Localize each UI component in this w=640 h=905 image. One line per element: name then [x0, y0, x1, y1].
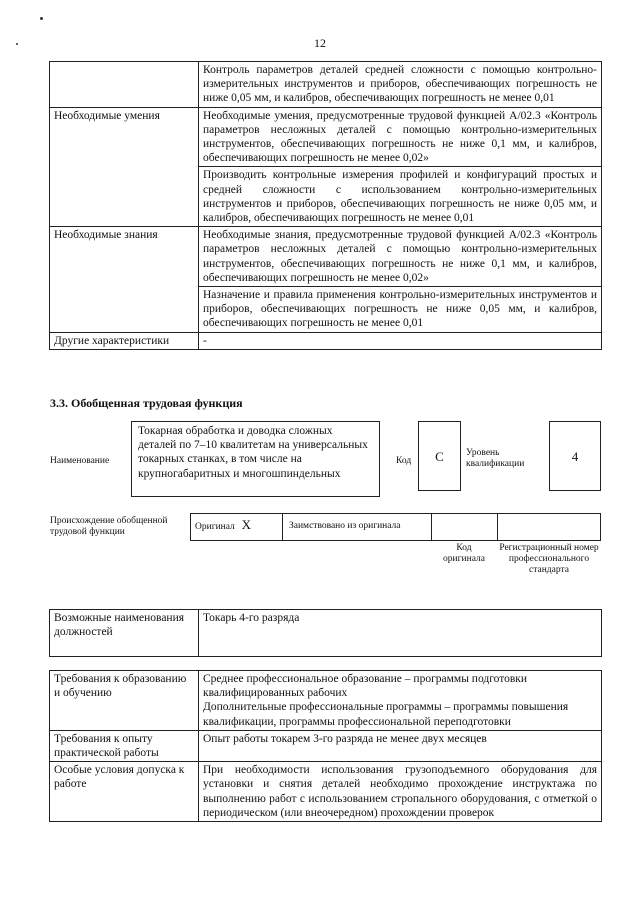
level-box: [549, 421, 601, 491]
code-divider: [497, 513, 498, 541]
origin-label: Происхождение обобщенной трудовой функции: [50, 516, 168, 537]
function-name-box: [131, 421, 380, 497]
page-number: 12: [314, 36, 326, 50]
table-row: [50, 227, 602, 287]
job-titles-table: [49, 609, 602, 657]
table-row: [50, 762, 602, 822]
level-value: 4: [571, 449, 579, 464]
other-value: -: [199, 332, 602, 349]
table-row: [50, 730, 602, 761]
skills-item-2: Производить контрольные измерения профилей и конфигураций простых и средней сложности с использованием контрольно-измерительных инструментов и приборов, обеспечивающих погрешность не ниже 0,05 мм, и калибров, обеспечивающих погрешность не менее 0,01: [199, 167, 602, 227]
experience-value: Опыт работы токарем 3-го разряда не менее двух месяцев: [199, 730, 602, 761]
section-heading: 3.3. Обобщенная трудовая функция: [50, 396, 243, 410]
original-cell: [190, 513, 283, 541]
original-mark: X: [241, 517, 251, 532]
experience-label: Требования к опыту практической работы: [50, 730, 199, 761]
knowledge-item-1: Необходимые знания, предусмотренные трудовой функцией А/02.3 «Контроль параметров несложных деталей с помощью контрольно-измерительных инструментов, обеспечивающих погрешность не ниже 0,1 мм, и калибров, обеспечивающих погрешность не менее 0,02»: [199, 227, 602, 287]
education-label: Требования к образованию и обучению: [50, 671, 199, 731]
knowledge-skills-table: [49, 61, 602, 350]
function-name: Токарная обработка и доводка сложных деталей по 7–10 квалитетам на универсальных токарных станках, в том числе на крупногабаритных и многошпиндельных: [138, 425, 368, 480]
table-cell-empty: [50, 62, 199, 108]
requirements-table: [49, 670, 602, 822]
job-titles-value: Токарь 4-го разряда: [199, 610, 602, 657]
knowledge-label: Необходимые знания: [50, 227, 199, 332]
table-row: [50, 62, 602, 108]
skills-item-1: Необходимые умения, предусмотренные трудовой функцией А/02.3 «Контроль параметров несложных деталей с помощью контрольно-измерительных инструментов, обеспечивающих погрешность не ниже 0,1 мм, и калибров, обеспечивающих погрешность не менее 0,02»: [199, 107, 602, 167]
special-conditions-value: При необходимости использования грузоподъемного оборудования для установки и снятия деталей необходимо прохождение инструктажа по выполнению работ с использованием стропального оборудования, с отметкой о периодическом (или внеочередном) прохождении проверок: [199, 762, 602, 822]
code-value: C: [435, 449, 444, 464]
registration-number-caption: Регистрационный номер профессионального стандарта: [499, 543, 599, 575]
code-box: [418, 421, 461, 491]
table-row: [50, 610, 602, 657]
other-label: Другие характеристики: [50, 332, 199, 349]
actions-continuation: Контроль параметров деталей средней сложности с помощью контрольно-измерительных инструментов и приборов, обеспечивающих погрешность не ниже 0,05 мм, и калибров, обеспечивающих погрешность не менее 0,01: [199, 62, 602, 108]
special-conditions-label: Особые условия допуска к работе: [50, 762, 199, 822]
level-label: Уровень квалификации: [466, 448, 525, 469]
job-titles-label: Возможные наименования должностей: [50, 610, 199, 657]
knowledge-item-2: Назначение и правила применения контрольно-измерительных инструментов и приборов, обеспечивающих погрешность не ниже 0,05 мм, и калибров, обеспечивающих погрешность не менее 0,01: [199, 287, 602, 333]
table-row: [50, 671, 602, 731]
skills-label: Необходимые умения: [50, 107, 199, 227]
name-label: Наименование: [50, 456, 110, 466]
borrowed-label: Заимствовано из оригинала: [289, 521, 401, 531]
borrowed-divider: [431, 513, 432, 541]
original-label: Оригинал: [195, 522, 235, 532]
code-original-caption: Код оригинала: [443, 543, 485, 564]
scan-speck: [40, 17, 43, 20]
table-row: [50, 332, 602, 349]
code-label: Код: [396, 456, 412, 466]
education-value: Среднее профессиональное образование – программы подготовки квалифицированных рабочих Дополнительные профессиональные программы – программы повышения квалификации, программы профессиональной переподготовки: [199, 671, 602, 731]
table-row: [50, 107, 602, 167]
